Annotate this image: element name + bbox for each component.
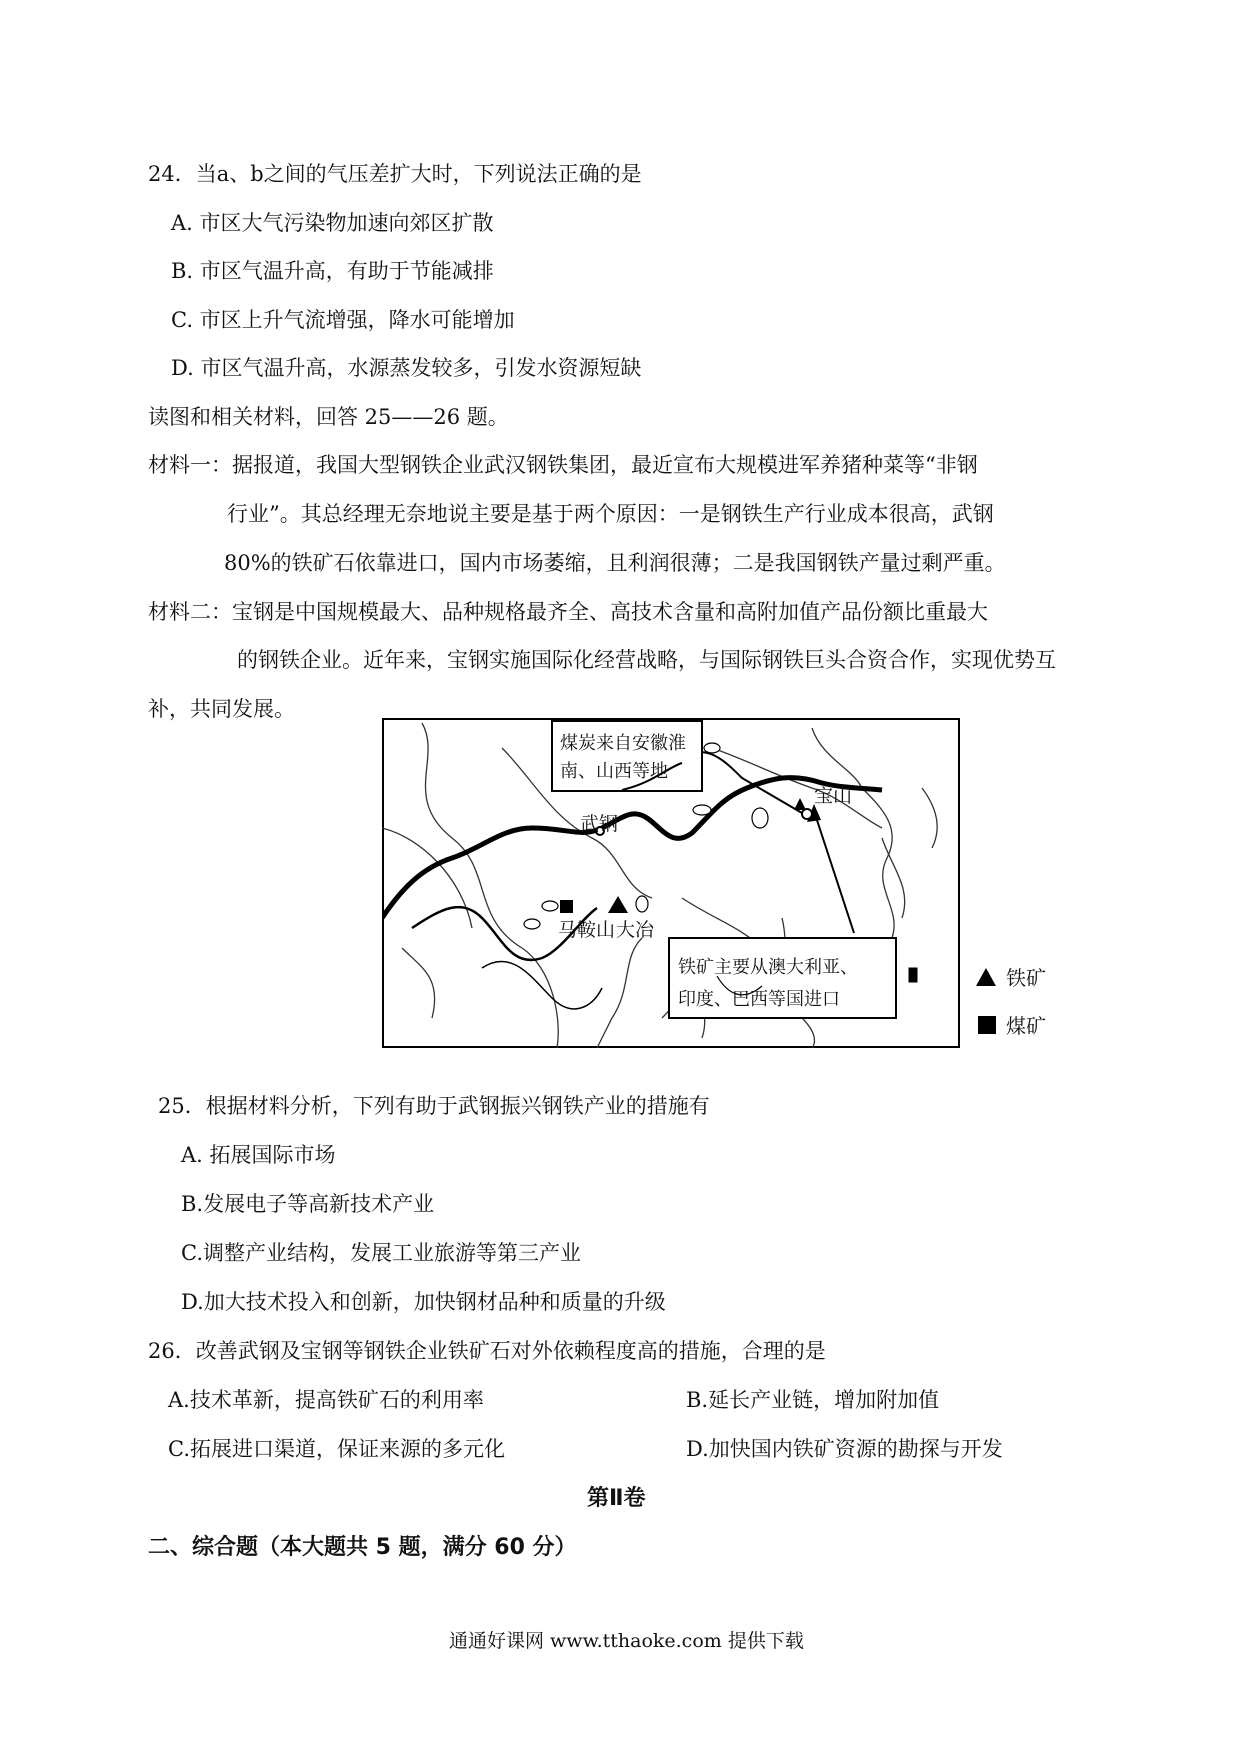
q26-option-a: A.技术革新，提高铁矿石的利用率 [168,1388,484,1412]
material2-line3: 补，共同发展。 [148,697,295,721]
section-title: 第Ⅱ卷 [587,1486,646,1511]
steel-industry-map [382,718,960,1048]
q25-option-b: B.发展电子等高新技术产业 [181,1192,435,1216]
q25-stem: 25．根据材料分析，下列有助于武钢振兴钢铁产业的措施有 [158,1094,710,1118]
material2-line2: 的钢铁企业。近年来，宝钢实施国际化经营战略，与国际钢铁巨头合资合作，实现优势互 [237,648,1056,672]
legend-coal-label: 煤矿 [1006,1014,1046,1038]
q25-option-c: C.调整产业结构，发展工业旅游等第三产业 [181,1241,581,1265]
iron-note-line1: 铁矿主要从澳大利亚、 [678,957,858,978]
q25-option-d: D.加大技术投入和创新，加快钢材品种和质量的升级 [181,1290,666,1314]
q25-option-a: A. 拓展国际市场 [181,1143,336,1167]
part2-heading: 二、综合题（本大题共 5 题，满分 60 分） [148,1535,577,1560]
q26-stem: 26．改善武钢及宝钢等钢铁企业铁矿石对外依赖程度高的措施，合理的是 [148,1339,826,1363]
coal-note-line1: 煤炭来自安徽淮 [560,733,686,754]
map-drawing [382,718,960,1048]
q26-option-c: C.拓展进口渠道，保证来源的多元化 [168,1437,505,1461]
label-wugang: 武钢 [580,813,619,835]
legend-iron [976,962,1046,991]
q24-option-b: B. 市区气温升高，有助于节能减排 [171,259,494,283]
material2-line1: 材料二：宝钢是中国规模最大、品种规格最齐全、高技术含量和高附加值产品份额比重最大 [148,600,988,624]
maanshan-coal-mine-icon [560,900,573,913]
triangle-icon [976,968,996,986]
iron-note-line2: 印度、巴西等国进口 [678,989,840,1010]
q26-option-d: D.加快国内铁矿资源的勘探与开发 [686,1437,1003,1461]
coal-note-line2: 南、山西等地 [560,761,668,782]
baoshan-city-marker [802,809,812,819]
label-maanshan: 马鞍山 [558,919,616,941]
page-footer: 通通好课网 www.tthaoke.com 提供下载 [449,1630,804,1652]
q24-option-a: A. 市区大气污染物加速向郊区扩散 [171,211,494,235]
label-daye: 大冶 [616,919,655,941]
square-icon [978,1016,996,1034]
label-baoshan: 宝山 [814,785,853,807]
q24-option-d: D. 市区气温升高，水源蒸发较多，引发水资源短缺 [171,356,642,380]
legend-iron-label: 铁矿 [1006,966,1046,990]
reading-intro: 读图和相关材料，回答 25——26 题。 [148,405,509,429]
q24-stem: 24．当a、b之间的气压差扩大时，下列说法正确的是 [148,162,642,186]
legend-coal [978,1010,1046,1039]
material1-line1: 材料一：据报道，我国大型钢铁企业武汉钢铁集团，最近宣布大规模进军养猪种菜等“非钢 [148,453,978,477]
q24-option-c: C. 市区上升气流增强，降水可能增加 [171,308,515,332]
material1-line3: 80%的铁矿石依靠进口，国内市场萎缩，且利润很薄；二是我国钢铁产量过剩严重。 [224,551,1006,575]
q26-option-b: B.延长产业链，增加附加值 [686,1388,940,1412]
material1-line2: 行业”。其总经理无奈地说主要是基于两个原因：一是钢铁生产行业成本很高，武钢 [227,502,994,526]
